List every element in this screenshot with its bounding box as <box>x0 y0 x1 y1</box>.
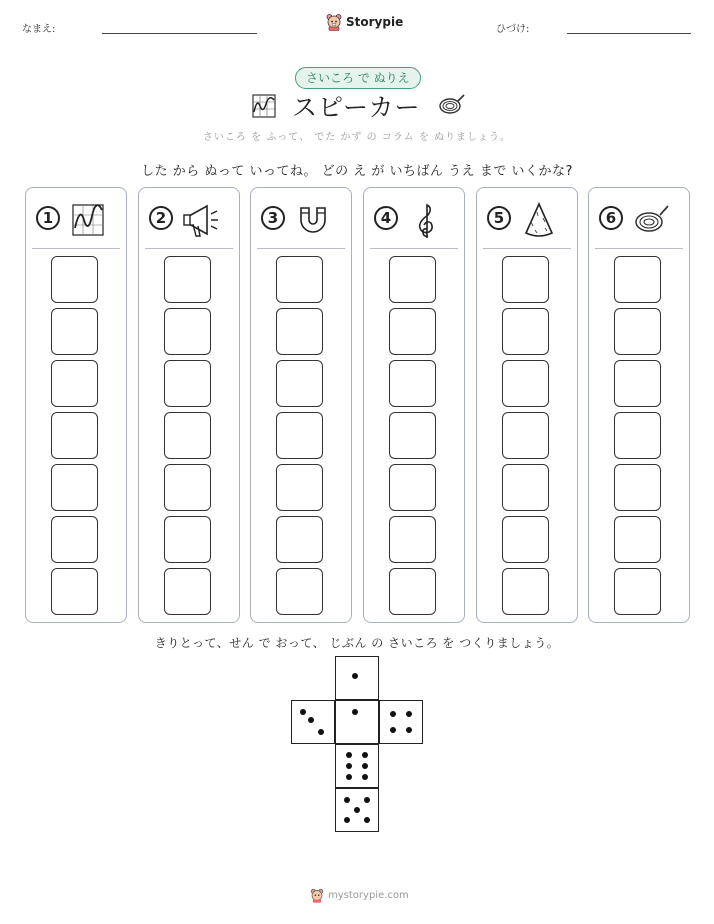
dice-column-1 <box>25 187 127 623</box>
column-divider <box>145 248 233 249</box>
pip <box>344 797 350 803</box>
pip <box>352 673 358 679</box>
pip <box>344 817 350 823</box>
color-box[interactable] <box>614 256 661 303</box>
color-box[interactable] <box>389 360 436 407</box>
die-face-6 <box>335 744 379 788</box>
bear-icon <box>326 13 342 31</box>
pip <box>364 817 370 823</box>
pip <box>406 727 412 733</box>
coil-icon <box>436 92 466 118</box>
color-box[interactable] <box>276 308 323 355</box>
color-box[interactable] <box>276 412 323 459</box>
color-box[interactable] <box>502 256 549 303</box>
bear-icon <box>310 888 324 903</box>
activity-tag: さいころ で ぬりえ <box>295 67 421 89</box>
color-box[interactable] <box>614 516 661 563</box>
instruction: した から ぬって いってね。 どの え が いちばん うえ まで いくかな? <box>141 164 573 179</box>
pip <box>390 727 396 733</box>
color-box[interactable] <box>502 464 549 511</box>
color-box[interactable] <box>276 360 323 407</box>
pip <box>390 711 396 717</box>
color-box[interactable] <box>614 464 661 511</box>
color-box[interactable] <box>51 568 98 615</box>
die-face-1b <box>335 700 379 744</box>
die-face-3 <box>291 700 335 744</box>
footer-url[interactable]: mystorypie.com <box>328 890 409 901</box>
color-box[interactable] <box>614 360 661 407</box>
dice-column-3 <box>250 187 352 623</box>
color-box[interactable] <box>164 516 211 563</box>
pip <box>362 752 368 758</box>
graph-icon <box>68 200 108 240</box>
column-divider <box>257 248 345 249</box>
pip <box>300 709 306 715</box>
pip <box>354 807 360 813</box>
color-box[interactable] <box>276 568 323 615</box>
date-label: ひづけ: <box>496 24 530 35</box>
pip <box>406 711 412 717</box>
color-box[interactable] <box>164 568 211 615</box>
color-box[interactable] <box>51 360 98 407</box>
column-number: 2 <box>149 206 173 230</box>
brand-logo <box>326 13 403 31</box>
color-box[interactable] <box>389 308 436 355</box>
color-box[interactable] <box>502 516 549 563</box>
column-divider <box>483 248 571 249</box>
color-box[interactable] <box>51 464 98 511</box>
color-box[interactable] <box>276 464 323 511</box>
color-box[interactable] <box>51 308 98 355</box>
pip <box>346 752 352 758</box>
color-box[interactable] <box>614 308 661 355</box>
footer <box>310 888 409 903</box>
color-box[interactable] <box>502 308 549 355</box>
column-divider <box>370 248 458 249</box>
page-title: スピーカー <box>292 93 421 122</box>
pip <box>308 717 314 723</box>
color-box[interactable] <box>51 516 98 563</box>
column-number: 6 <box>599 206 623 230</box>
column-number: 3 <box>261 206 285 230</box>
color-box[interactable] <box>51 412 98 459</box>
die-face-4 <box>379 700 423 744</box>
pip <box>362 763 368 769</box>
pip <box>318 729 324 735</box>
color-box[interactable] <box>51 256 98 303</box>
subtitle: さいころ を ふって、 でた かず の コラム を ぬりましょう。 <box>202 132 512 143</box>
date-field[interactable] <box>567 33 691 34</box>
color-box[interactable] <box>389 412 436 459</box>
color-box[interactable] <box>276 256 323 303</box>
treble-clef-icon <box>406 200 446 240</box>
dice-column-6 <box>588 187 690 623</box>
column-number: 5 <box>487 206 511 230</box>
die-face-1 <box>335 656 379 700</box>
dice-column-4 <box>363 187 465 623</box>
brand-name: Storypie <box>346 15 404 29</box>
color-box[interactable] <box>164 308 211 355</box>
magnet-icon <box>293 200 333 240</box>
pip <box>346 763 352 769</box>
cut-instruction: きりとって、せん で おって、 じぶん の さいころ を つくりましょう。 <box>154 636 560 650</box>
die-face-5 <box>335 788 379 832</box>
cone-icon <box>519 200 559 240</box>
dice-column-5 <box>476 187 578 623</box>
column-number: 4 <box>374 206 398 230</box>
column-divider <box>32 248 120 249</box>
name-label: なまえ: <box>22 24 56 35</box>
color-box[interactable] <box>389 256 436 303</box>
pip <box>362 774 368 780</box>
dice-column-2 <box>138 187 240 623</box>
megaphone-icon <box>181 200 221 240</box>
graph-icon <box>250 92 278 120</box>
pip <box>352 709 358 715</box>
color-box[interactable] <box>614 412 661 459</box>
color-box[interactable] <box>502 360 549 407</box>
color-box[interactable] <box>276 516 323 563</box>
color-box[interactable] <box>164 256 211 303</box>
color-box[interactable] <box>164 412 211 459</box>
pip <box>346 774 352 780</box>
pip <box>364 797 370 803</box>
color-box[interactable] <box>502 568 549 615</box>
color-box[interactable] <box>389 464 436 511</box>
column-number: 1 <box>36 206 60 230</box>
color-box[interactable] <box>389 516 436 563</box>
coil-icon <box>631 200 671 240</box>
color-box[interactable] <box>502 412 549 459</box>
column-divider <box>595 248 683 249</box>
color-box[interactable] <box>614 568 661 615</box>
color-box[interactable] <box>164 464 211 511</box>
color-box[interactable] <box>164 360 211 407</box>
name-field[interactable] <box>102 33 257 34</box>
color-box[interactable] <box>389 568 436 615</box>
